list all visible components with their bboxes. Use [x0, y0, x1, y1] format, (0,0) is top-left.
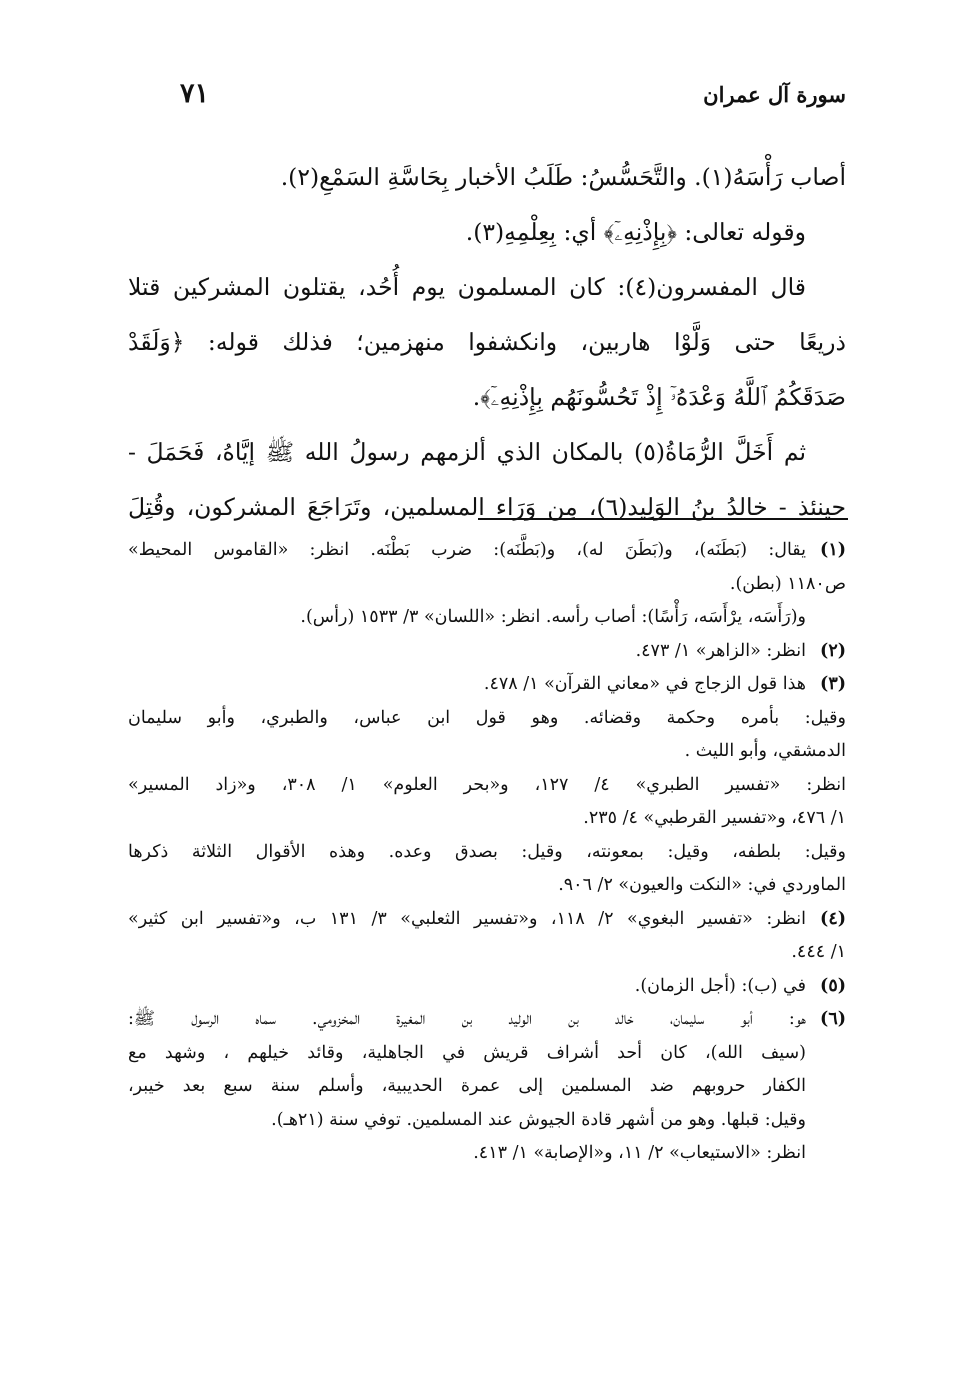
footnote-number: (٣) [820, 674, 846, 694]
footnote-line [128, 534, 846, 568]
footnotes [128, 534, 846, 1171]
footnote-line [128, 970, 846, 1004]
main-line: قال المفسرون(٤): كان المسلمون يوم أُحُد، يقتلون المشركين قتلا [128, 273, 807, 301]
footnote-text: يقال: (بَطَنَه)، و(بَطَنَ له)، و(بَطَّنَه): ضرب بَطْنَه. انظر: «القاموس المحيط» [128, 540, 806, 560]
footnote-line: ص١١٨٠ (بطن). [729, 573, 846, 594]
main-line: حينئذ - خالدُ بنُ الوَلِيد(٦)، مِن وَرَاء المسلمين، وتَرَاجَعَ المشركون، وقُتِلَ [128, 493, 846, 521]
footnote-line: وقيل: قبلها. وهو من أشهر قادة الجيوش عند المسلمين. توفي سنة (٢١هـ). [271, 1109, 806, 1130]
footnote-line: انظر: «تفسير الطبري» ٤/ ١٢٧، و«بحر العلوم» ١/ ٣٠٨، و«زاد المسير» [128, 774, 846, 795]
footnote-number: (١) [820, 540, 846, 560]
footnote-line [128, 903, 846, 937]
footnote-line: الكفار حروبهم ضد المسلمين إلى عمرة الحديبية، وأسلم سنة سبع بعد خيبر، [128, 1076, 806, 1096]
footnote-line: الدمشقي، وأبو الليث . [684, 741, 846, 761]
footnote-number: (٥) [820, 975, 846, 996]
footnote-text: في (ب): (أجل الزمان). [634, 975, 806, 996]
footnote-text: هذا قول الزجاج في «معاني القرآن» ١/ ٤٧٨. [483, 674, 806, 694]
footnote-number: (٦) [820, 1009, 846, 1029]
footnote-line: ١/ ٤٤٤. [791, 942, 846, 962]
footnote-line [128, 1003, 846, 1037]
surah-title: سورة آل عمران [703, 82, 846, 107]
main-text [128, 150, 846, 535]
footnote-text: انظر: «الزاهر» ١/ ٤٧٣. [635, 640, 806, 661]
main-line: ذريعًا حتى وَلَّوْا هاربين، وانكشفوا منهزمين؛ فذلك قوله: ﴿وَلَقَدْ [128, 328, 846, 356]
main-line: صَدَقَكُمُ ٱللَّهُ وَعْدَهُۥٓ إِذْ تَحُسُّونَهُم بِإِذْنِهِۦٓ﴾. [472, 383, 846, 411]
footnote-number: (٢) [820, 640, 846, 661]
footnote-line: وقيل: بأمره وحكمة وقضائه. وهو قول ابن عباس، والطبري، وأبو سليمان [128, 707, 846, 728]
footnote-line: ١/ ٤٧٦، و«تفسير القرطبي» ٤/ ٢٣٥. [583, 808, 846, 828]
footnote-line [128, 668, 846, 702]
main-line: وقوله تعالى: ﴿بِإِذْنِهِۦٓ﴾ أي: بِعِلْمِهِ(٣). [465, 218, 806, 246]
footnote-text: انظر: «تفسير البغوي» ٢/ ١١٨، و«تفسير الثعلبي» ٣/ ١٣١ ب، و«تفسير ابن كثير» [128, 908, 806, 929]
page-header [160, 78, 846, 122]
page-number: ٧١ [180, 78, 210, 109]
main-line: ثم أَخَلَّ الرُّمَاةُ(٥) بالمكان الذي ألزمهم رسولُ الله ﷺ إيَّاهُ، فَحَمَلَ - [128, 438, 807, 466]
main-line: أصاب رَأْسَهُ(١). والتَّحَسُّسُ: طَلَبُ الأخبار بِحَاسَّةِ السَمْعِ(٢). [280, 163, 846, 191]
footnote-line: (سيف الله)، كان أحد أشراف قريش في الجاهلية، وقائد خيلهم ، وشهد مع [128, 1042, 806, 1063]
footnote-number: (٤) [820, 908, 846, 929]
footnote-line [128, 635, 846, 669]
footnote-line: وقيل: بلطفه، وقيل: بمعونته، وقيل: بصدق وعده. وهذه الأقوال الثلاثة ذكرها [128, 841, 846, 862]
footnote-line: الماوردي في: «النكت والعيون» ٢/ ٩٠٦. [558, 875, 846, 895]
footnote-line: و(رَأَسَه، يرْأَسَه، رَأْسًا): أصاب رأسه. انظر: «اللسان» ٣/ ١٥٣٣ (رأس). [300, 607, 806, 627]
footnote-line: انظر: «الاستيعاب» ٢/ ١١، و«الإصابة» ١/ ٤١٣. [473, 1143, 806, 1163]
footnote-separator [478, 518, 848, 520]
footnote-text: هو: أبو سليمان، خالد بن الوليد بن المغيرة المخزومي. سماه الرسول ﷺ: [128, 1009, 806, 1029]
